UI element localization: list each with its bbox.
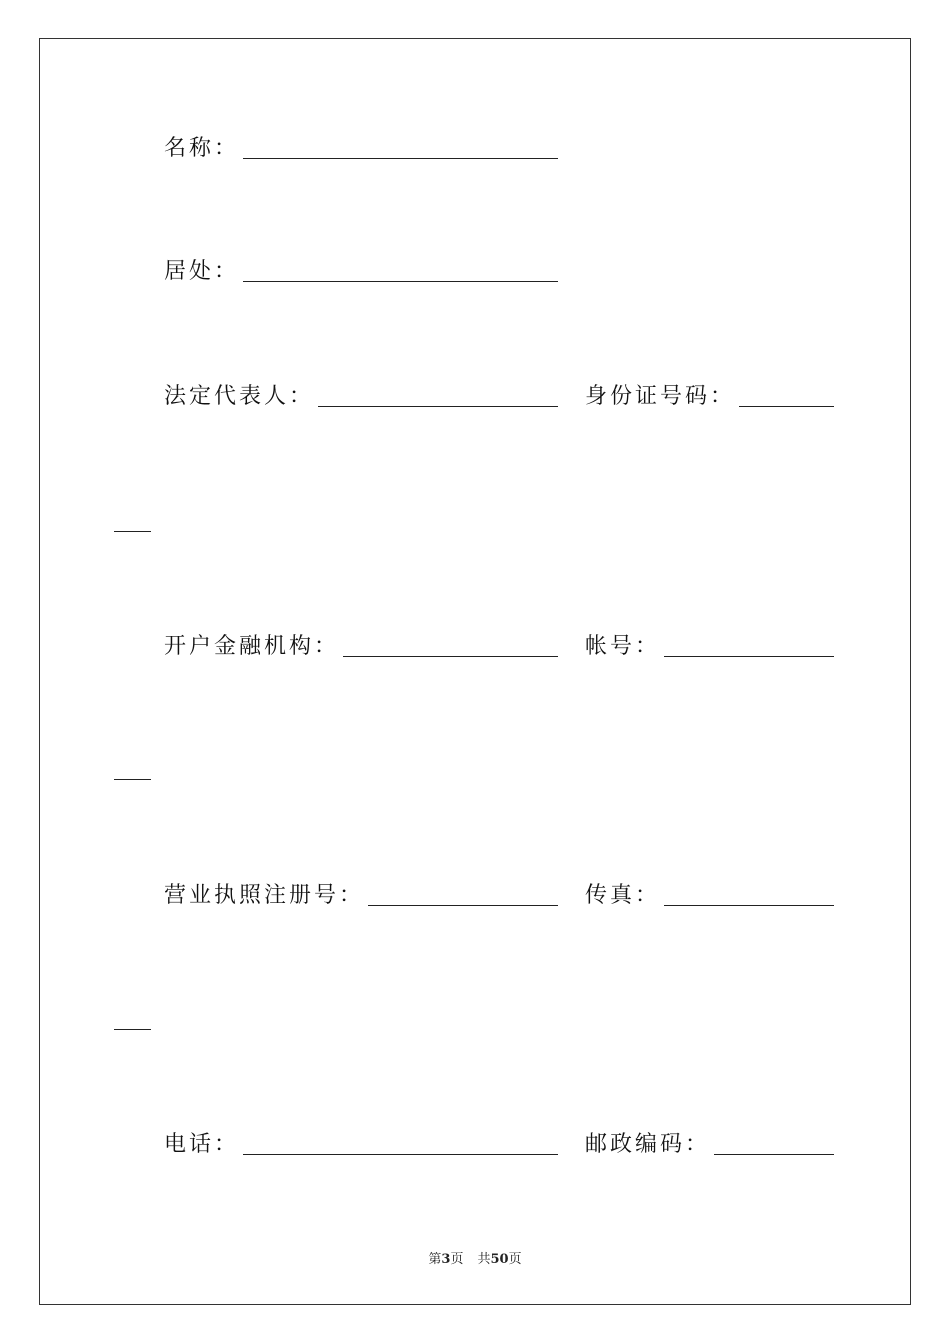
- total-pages: 50: [490, 1252, 509, 1267]
- address-label: 居处：: [164, 259, 240, 284]
- page-number: 3: [441, 1252, 451, 1267]
- id-number-label: 身份证号码：: [585, 384, 736, 409]
- fax-continuation-line: [114, 1029, 151, 1030]
- name-blank[interactable]: [243, 158, 558, 159]
- legal-rep-label: 法定代表人：: [164, 384, 315, 409]
- name-field[interactable]: [164, 132, 558, 162]
- bank-field[interactable]: [164, 630, 558, 660]
- account-continuation-line: [114, 779, 151, 780]
- license-field[interactable]: [164, 879, 558, 909]
- address-blank[interactable]: [243, 281, 558, 282]
- account-field[interactable]: [585, 630, 834, 660]
- bank-blank[interactable]: [343, 656, 558, 657]
- phone-label: 电话：: [164, 1132, 240, 1157]
- name-label: 名称：: [164, 136, 240, 161]
- fax-field[interactable]: [585, 879, 834, 909]
- total-prefix: 共: [477, 1252, 491, 1267]
- phone-blank[interactable]: [243, 1154, 558, 1155]
- page-frame: [39, 38, 911, 1305]
- legal-rep-blank[interactable]: [318, 406, 558, 407]
- total-suffix: 页: [508, 1252, 522, 1267]
- license-blank[interactable]: [368, 905, 558, 906]
- legal-rep-field[interactable]: [164, 380, 558, 410]
- page-prefix: 第: [428, 1252, 442, 1267]
- account-blank[interactable]: [664, 656, 834, 657]
- address-field[interactable]: [164, 255, 558, 285]
- account-label: 帐号：: [585, 634, 661, 659]
- fax-label: 传真：: [585, 883, 661, 908]
- license-label: 营业执照注册号：: [164, 883, 365, 908]
- postal-blank[interactable]: [714, 1154, 834, 1155]
- postal-field[interactable]: [585, 1128, 834, 1158]
- id-number-continuation-line: [114, 531, 151, 532]
- id-number-field[interactable]: [585, 380, 834, 410]
- fax-blank[interactable]: [664, 905, 834, 906]
- id-number-blank[interactable]: [739, 406, 834, 407]
- page-footer: [0, 1248, 950, 1267]
- bank-label: 开户金融机构：: [164, 634, 340, 659]
- page-suffix: 页: [450, 1252, 464, 1267]
- phone-field[interactable]: [164, 1128, 558, 1158]
- postal-label: 邮政编码：: [585, 1132, 711, 1157]
